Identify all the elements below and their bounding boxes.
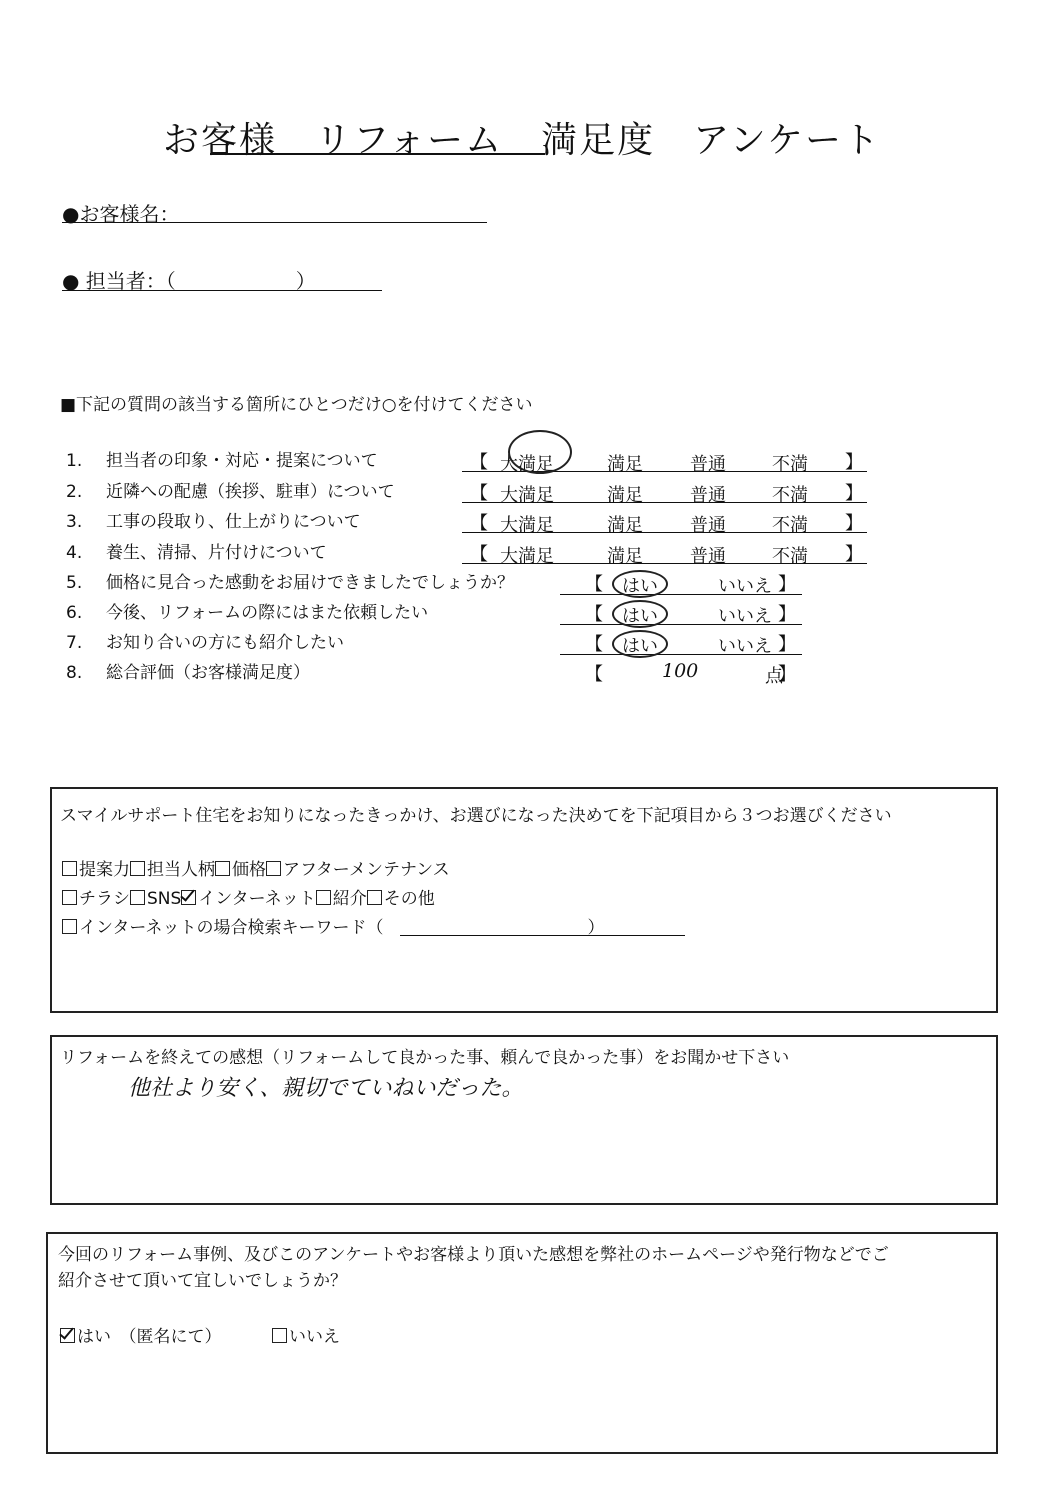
checkbox-icon — [62, 890, 77, 905]
publish-question-line-2: 紹介させて頂いて宜しいでしょうか？ — [58, 1271, 347, 1291]
checkbox-icon — [266, 861, 281, 876]
option-hai[interactable]: はい — [622, 606, 658, 627]
bracket-close: 】 — [778, 664, 796, 685]
customer-name-label: ●お客様名： — [62, 202, 180, 226]
question-8: 8. 総合評価（お客様満足度） — [66, 663, 310, 683]
checkbox-icon — [272, 1328, 287, 1343]
option-fuman[interactable]: 不満 — [772, 454, 808, 475]
option-futsuu[interactable]: 普通 — [690, 546, 726, 567]
score-value[interactable]: 100 — [662, 660, 699, 682]
checkbox-icon — [367, 890, 382, 905]
keyword-field[interactable]: （ ） — [366, 918, 605, 938]
rating-underline — [462, 502, 867, 503]
option-iie[interactable]: いいえ — [718, 606, 772, 627]
checkbox-icon — [130, 890, 145, 905]
rating-underline — [462, 471, 867, 472]
impression-answer[interactable]: 他社より安く、親切でていねいだった。 — [128, 1076, 524, 1101]
question-3: 3. 工事の段取り、仕上がりについて — [66, 512, 361, 532]
bracket-open: 【 — [585, 634, 603, 655]
question-1: 1. 担当者の印象・対応・提案について — [66, 451, 378, 471]
option-fuman[interactable]: 不満 — [772, 546, 808, 567]
yesno-underline — [560, 654, 802, 655]
rating-underline — [462, 563, 867, 564]
question-7: 7. お知り合いの方にも紹介したい — [66, 633, 344, 653]
answer-circle — [508, 430, 572, 474]
yesno-underline — [560, 624, 802, 625]
checkbox-checked-icon — [181, 890, 196, 905]
checkbox-icon — [215, 861, 230, 876]
keyword-label: インターネットの場合検索キーワード — [79, 918, 367, 938]
publish-no-option[interactable]: いいえ — [272, 1322, 340, 1347]
option-hai[interactable]: はい — [622, 636, 658, 657]
answer-circle — [612, 630, 668, 658]
choice-kakaku[interactable]: 価格 — [215, 860, 266, 880]
option-manzoku[interactable]: 満足 — [607, 546, 643, 567]
option-manzoku[interactable]: 満足 — [607, 454, 643, 475]
bracket-close: 】 — [778, 574, 796, 595]
customer-name-underline — [62, 222, 487, 223]
choice-sns[interactable]: SNS — [130, 889, 181, 909]
how-found-row-1 — [62, 855, 450, 880]
page-title: お客様 リフォーム 満足度 アンケート — [162, 120, 882, 161]
staff-label: ● 担当者：（ ） — [62, 269, 316, 293]
title-underline — [210, 153, 545, 155]
rating-underline — [462, 532, 867, 533]
question-4: 4. 養生、清掃、片付けについて — [66, 543, 327, 563]
question-6: 6. 今後、リフォームの際にはまた依頼したい — [66, 603, 429, 623]
staff-underline — [62, 290, 382, 291]
publish-question-line-1: 今回のリフォーム事例、及びこのアンケートやお客様より頂いた感想を弊社のホームページや発行物などでご — [58, 1245, 889, 1265]
checkbox-icon[interactable] — [62, 919, 77, 934]
option-daimanzoku[interactable]: 大満足 — [500, 515, 554, 536]
question-2: 2. 近隣への配慮（挨拶、駐車）について — [66, 482, 395, 502]
bracket-open: 【 — [470, 544, 488, 565]
yesno-underline — [560, 594, 802, 595]
option-daimanzoku[interactable]: 大満足 — [500, 546, 554, 567]
option-iie[interactable]: いいえ — [718, 576, 772, 597]
bracket-open: 【 — [470, 483, 488, 504]
keyword-underline — [400, 935, 685, 936]
instruction-text: ■下記の質問の該当する箇所にひとつだけ○を付けてください — [60, 395, 533, 415]
option-fuman[interactable]: 不満 — [772, 515, 808, 536]
option-manzoku[interactable]: 満足 — [607, 485, 643, 506]
answer-circle — [612, 600, 668, 628]
bracket-close: 】 — [778, 634, 796, 655]
checkbox-checked-icon — [60, 1328, 75, 1343]
bracket-open: 【 — [470, 513, 488, 534]
checkbox-icon — [316, 890, 331, 905]
option-fuman[interactable]: 不満 — [772, 485, 808, 506]
option-futsuu[interactable]: 普通 — [690, 515, 726, 536]
choice-sonota[interactable]: その他 — [367, 889, 435, 909]
bracket-close: 】 — [845, 452, 863, 473]
question-5: 5. 価格に見合った感動をお届けできましたでしょうか？ — [66, 573, 514, 593]
checkbox-icon — [62, 861, 77, 876]
bracket-open: 【 — [470, 452, 488, 473]
choice-chirashi[interactable]: チラシ — [62, 889, 130, 909]
option-hai[interactable]: はい — [622, 576, 658, 597]
how-found-heading: スマイルサポート住宅をお知りになったきっかけ、お選びになった決めてを下記項目から３つお選びください — [60, 806, 892, 826]
bracket-close: 】 — [778, 604, 796, 625]
choice-shoukai[interactable]: 紹介 — [316, 889, 367, 909]
choice-tantou-hitogara[interactable]: 担当人柄 — [130, 860, 215, 880]
publish-yes-option[interactable]: はい （匿名にて） — [60, 1322, 222, 1347]
impression-heading: リフォームを終えての感想（リフォームして良かった事、頼んで良かった事）をお聞かせ下さい — [60, 1048, 790, 1068]
bracket-close: 】 — [845, 513, 863, 534]
choice-teianryoku[interactable]: 提案力 — [62, 860, 130, 880]
option-daimanzoku[interactable]: 大満足 — [500, 485, 554, 506]
choice-internet[interactable]: インターネット — [181, 889, 315, 909]
how-found-row-2 — [62, 884, 435, 909]
option-manzoku[interactable]: 満足 — [607, 515, 643, 536]
bracket-open: 【 — [585, 604, 603, 625]
score-unit: 点 — [765, 666, 783, 687]
bracket-open: 【 — [585, 574, 603, 595]
bracket-open: 【 — [585, 664, 603, 685]
checkbox-icon — [130, 861, 145, 876]
choice-after-maintenance[interactable]: アフターメンテナンス — [266, 860, 450, 880]
option-futsuu[interactable]: 普通 — [690, 454, 726, 475]
option-daimanzoku[interactable]: 大満足 — [500, 454, 554, 475]
option-futsuu[interactable]: 普通 — [690, 485, 726, 506]
bracket-close: 】 — [845, 544, 863, 565]
option-iie[interactable]: いいえ — [718, 636, 772, 657]
answer-circle — [612, 570, 668, 598]
bracket-close: 】 — [845, 483, 863, 504]
